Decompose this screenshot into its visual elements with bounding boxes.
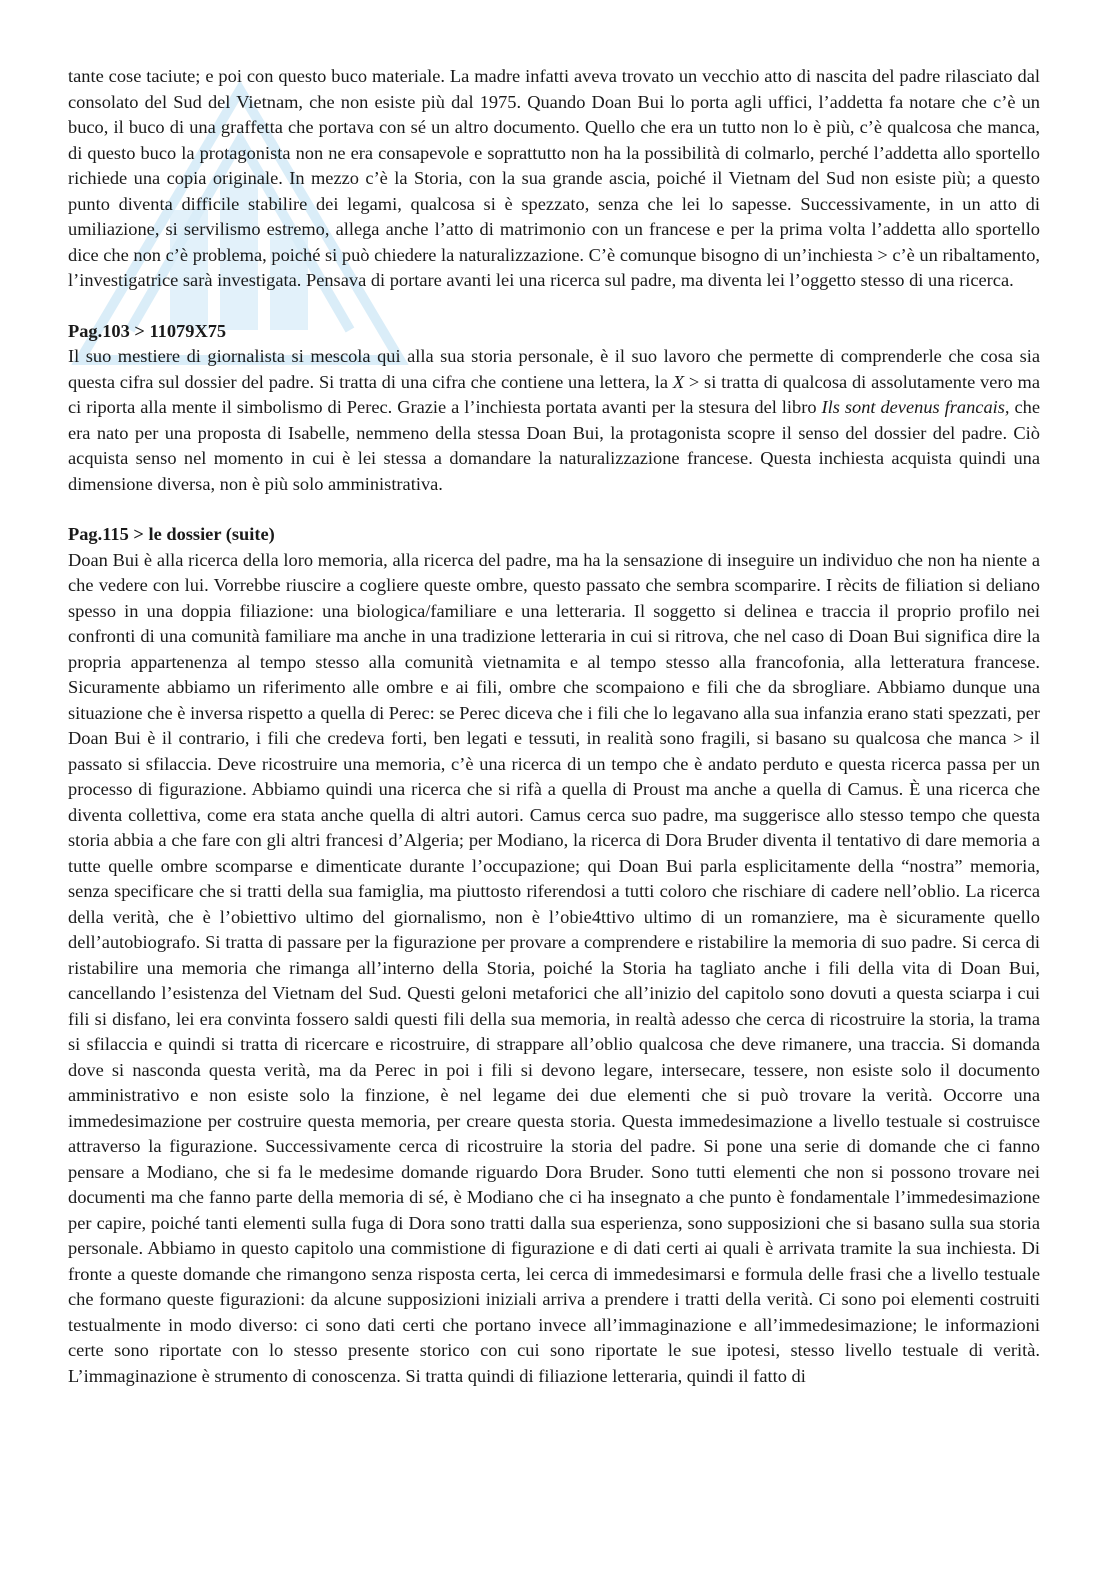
book-title: Ils sont devenus francais, xyxy=(821,397,1010,417)
section-pag-103 xyxy=(68,319,1040,498)
section-heading: Pag.115 > le dossier (suite) xyxy=(68,524,275,544)
paragraph-text: > si tratta di qualcosa di assolutamente vero ma ci riporta alla mente il simbolismo di Perec. Grazie a l’inchiesta portata avanti per la stesura del libro xyxy=(68,371,1041,417)
section-pag-115 xyxy=(68,522,1040,1389)
section-heading: Pag.103 > 11079X75 xyxy=(68,320,227,341)
section-paragraph xyxy=(68,344,1040,497)
paragraph-text: Il suo mestiere di giornalista si mescola qui alla sua storia personale, è il suo lavoro che permette di comprenderle che cosa sia questa cifra sul dossier del padre. Si tratta di una cifra che contiene una lettera, la xyxy=(68,346,1040,392)
intro-paragraph: tante cose taciute; e poi con questo buco materiale. La madre infatti aveva trovato un vecchio atto di nascita del padre rilasciato dal consolato del Sud del Vietnam, che non esiste più dal 1975. Quando Doan Bui lo porta agli uffici, l’addetta fa notare che c’è un buco, il buco di una graffetta che portava con sé un altro documento. Quello che era un tutto non lo è più, c’è qualcosa che manca, di questo buco la protagonista non ne era consapevole e soprattutto non ha la possibilità di colmarlo, perché l’addetta allo sportello richiede una copia originale. In mezzo c’è la Storia, con la sua grande ascia, poiché il Vietnam del Sud non esiste più; a questo punto diventa difficile stabilire dei legami, qualcosa si è spezzato, senza che lei lo sapesse. Successivamente, in un atto di umiliazione, si servilismo estremo, allega anche l’atto di matrimonio con un francese e per la prima volta l’addetta allo sportello dice che non c’è problema, poiché si può chiedere la naturalizzazione. C’è comunque bisogno di un’inchiesta > c’è un ribaltamento, l’investigatrice sarà investigata. Pensava di portare avanti lei una ricerca sul padre, ma diventa lei l’oggetto stesso di una ricerca. xyxy=(68,66,1040,290)
paragraph-text: che era nato per una proposta di Isabelle, nemmeno della stessa Doan Bui, la protagonista scopre il senso del dossier del padre. Ciò acquista senso nel momento in cui è lei stessa a domandare la naturalizzazione francese. Questa inchiesta acquista quindi una dimensione diversa, non è più solo amministrativa. xyxy=(68,397,1040,494)
document-page xyxy=(68,64,1040,1389)
section-paragraph: Doan Bui è alla ricerca della loro memoria, alla ricerca del padre, ma ha la sensazione di inseguire un individuo che non ha niente a che vedere con lui. Vorrebbe riuscire a cogliere queste ombre, questo passato che sembra scomparire. I rècits de filiation si deliano spesso in una doppia filiazione: una biologica/familiare e una letteraria. Il soggetto si delinea e traccia il proprio profilo nei confronti di una comunità familiare ma anche in una tradizione letteraria in cui si ritrova, che nel caso di Doan Bui significa dire la propria appartenenza al tempo stesso alla comunità vietnamita e al tempo stesso alla francofonia, alla letteratura francese. Sicuramente abbiamo un riferimento alle ombre e ai fili, ombre che scompaiono e fili che da sbrogliare. Abbiamo dunque una situazione che è inversa rispetto a quella di Perec: se Perec diceva che i fili che lo legavano alla sua infanzia erano stati spezzati, per Doan Bui è il contrario, i fili che credeva forti, ben legati e tessuti, in realità sono fragili, si basano su qualcosa che manca > il passato si sfilaccia. Deve ricostruire una memoria, c’è una ricerca di un tempo che è andato perduto e questa ricerca passa per un processo di figurazione. Abbiamo quindi una ricerca che si rifà a quella di Proust ma anche a quella di Camus. È una ricerca che diventa collettiva, come era stata anche quella di altri autori. Camus cerca suo padre, ma suggerisce allo stesso tempo che questa storia abbia a che fare con gli altri francesi d’Algeria; per Modiano, la ricerca di Dora Bruder diventa il tentativo di dare memoria a tutte quelle ombre scomparse e dimenticate durante l’occupazione; qui Doan Bui parla esplicitamente della “nostra” memoria, senza specificare che si tratti della sua famiglia, ma piuttosto riferendosi a tutti coloro che rischiare di cadere nell’oblio. La ricerca della verità, che è l’obiettivo ultimo del giornalismo, non è l’obie4ttivo ultimo di un romanziere, ma è sicuramente quello dell’autobiografo. Si tratta di passare per la figurazione per provare a comprendere e ristabilire la memoria di suo padre. Si cerca di ristabilire una memoria che rimanga all’interno della Storia, poiché la Storia ha tagliato anche i fili della vita di Doan Bui, cancellando l’esistenza del Vietnam del Sud. Questi geloni metaforici che all’inizio del capitolo sono dovuti a questa sciarpa i cui fili si disfano, lei era convinta fossero saldi questi fili della sua memoria, in realtà adesso che cerca di ricostruire la storia, la trama si sfilaccia e quindi si tratta di ricercare e ricostruire, di strappare all’oblio qualcosa che deve rimanere, una traccia. Si domanda dove si nasconda questa verità, ma da Perec in poi i fili si devono legare, intersecare, tessere, non esiste solo il documento amministrativo e non esiste solo la finzione, è nel legame dei due elementi che si può trovare la verità. Occorre una immedesimazione per costruire questa memoria, per creare questa storia. Questa immedesimazione a livello testuale si costruisce attraverso la figurazione. Successivamente cerca di ricostruire la storia del padre. Si pone una serie di domande che ci fanno pensare a Modiano, che si fa le medesime domande riguardo Dora Bruder. Sono tutti elementi che non si possono trovare nei documenti ma che fanno parte della memoria di sé, è Modiano che ci ha insegnato a che punto è fondamentale l’immedesimazione per capire, poiché tanti elementi sulla fuga di Dora sono tratti dalla sua esperienza, sono supposizioni che si basano sulla sua storia personale. Abbiamo in questo capitolo una commistione di figurazione e di dati certi ai quali è arrivata tramite la sua inchiesta. Di fronte a queste domande che rimangono senza risposta certa, lei cerca di immedesimarsi e formula delle frasi che a livello testuale che formano queste figurazioni: da alcune supposizioni iniziali arriva a prendere i tratti della verità. Ci sono poi elementi costruiti testualmente in modo diverso: ci sono dati certi che portano invece all’immaginazione e all’immedesimazione; le informazioni certe sono riportate con lo stesso presente storico con cui sono riportate le sue ipotesi, stesso livello testuale di verità. L’immaginazione è strumento di conoscenza. Si tratta quindi di filiazione letteraria, quindi il fatto di xyxy=(68,549,1040,1386)
italic-letter: X xyxy=(672,371,685,392)
